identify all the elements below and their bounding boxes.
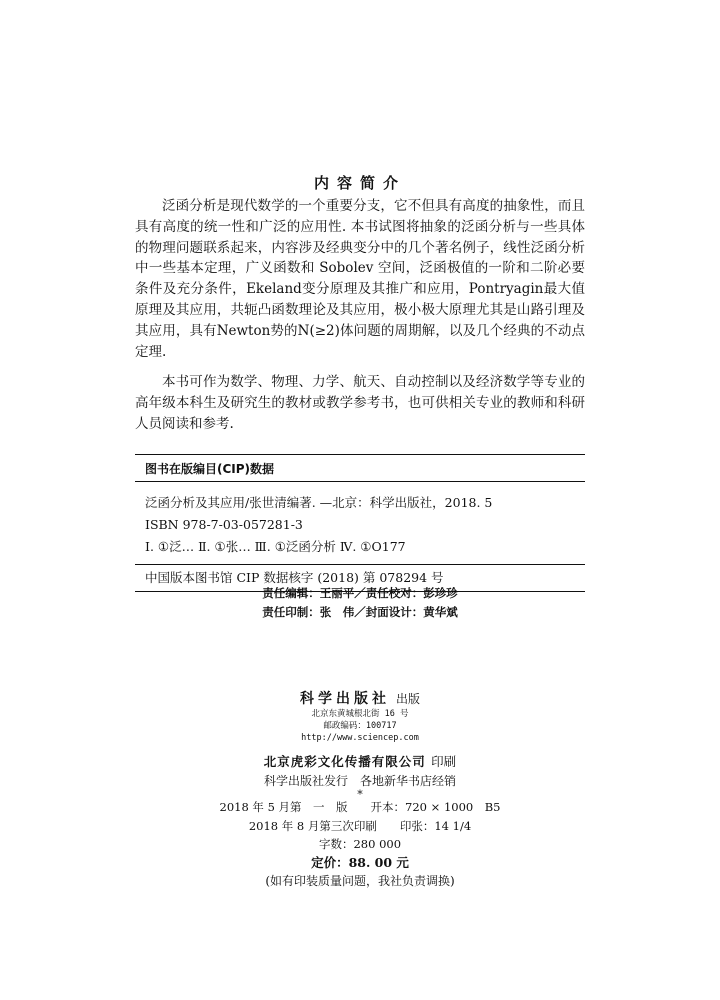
- publisher-suffix: 出版: [395, 692, 420, 706]
- publisher-name: 科学出版社: [299, 691, 390, 707]
- intro-paragraph-2: 本书可作为数学、物理、力学、航天、自动控制以及经济数学等专业的高年级本科生及研究生的教材或教学参考书，也可供相关专业的教师和科研人员阅读和参考.: [135, 374, 585, 432]
- cip-heading: 图书在版编目(CIP)数据: [135, 454, 585, 482]
- publisher-url: http://www.sciencep.com: [301, 733, 419, 743]
- distribution-line: 科学出版社发行 各地新华书店经销: [263, 774, 456, 788]
- publisher-block: [0, 688, 720, 801]
- publisher-postcode: 邮政编码：100717: [323, 721, 397, 731]
- cip-line-classification: Ⅰ. ①泛… Ⅱ. ①张… Ⅲ. ①泛函分析 Ⅳ. ①O177: [145, 539, 406, 554]
- edition-first: 2018 年 5 月第 一 版 开本：720 × 1000 B5: [219, 800, 501, 814]
- cip-lines: [135, 482, 585, 558]
- edition-word-count: 字数：280 000: [318, 837, 402, 851]
- printer-line: [0, 752, 720, 770]
- editors-line-1: 责任编辑：王丽平／责任校对：彭珍珍: [262, 586, 458, 600]
- edition-printing: 2018 年 8 月第三次印刷 印张：14 1/4: [248, 818, 472, 833]
- editors-block: [0, 584, 720, 622]
- cip-line-record: 中国版本图书馆 CIP 数据核字 (2018) 第 078294 号: [145, 570, 444, 585]
- intro-paragraph-1: 泛函分析是现代数学的一个重要分支，它不但具有高度的抽象性，而且具有高度的统一性和广泛的应用性. 本书试图将抽象的泛函分析与一些具体的物理问题联系起来，内容涉及经典变分中的几个著名例子，线性泛函分析中一些基本定理，广义函数和 Sobolev 空间，泛函极值的一阶和二阶必要条件及充分条件，Ekeland变分原理及其推广和应用，Pontryagin最大值原理及其应用，共轭凸函数理论及其应用，极小极大原理尤其是山路引理及其应用，具有Newton势的N(≥2)体问题的周期解，以及几个经典的不动点定理.: [135, 198, 585, 360]
- editors-line-2: 责任印制：张 伟／封面设计：黄华斌: [262, 605, 458, 619]
- printer-name: 北京虎彩文化传播有限公司: [263, 754, 426, 769]
- edition-block: [0, 798, 720, 891]
- cip-block: [135, 454, 585, 592]
- edition-price: 定价：88. 00 元: [311, 854, 409, 870]
- cip-line-isbn: ISBN 978-7-03-057281-3: [145, 517, 303, 532]
- intro-body: [135, 196, 585, 445]
- cip-line-title: 泛函分析及其应用/张世清编著. —北京：科学出版社，2018. 5: [145, 495, 493, 510]
- publisher-address: 北京东黄城根北街 16 号: [311, 709, 409, 719]
- publisher-name-line: [0, 688, 720, 708]
- edition-note: (如有印装质量问题，我社负责调换): [265, 874, 455, 888]
- separator-star: *: [357, 788, 363, 801]
- printer-suffix: 印刷: [431, 754, 457, 769]
- intro-title: 内容简介: [313, 174, 406, 192]
